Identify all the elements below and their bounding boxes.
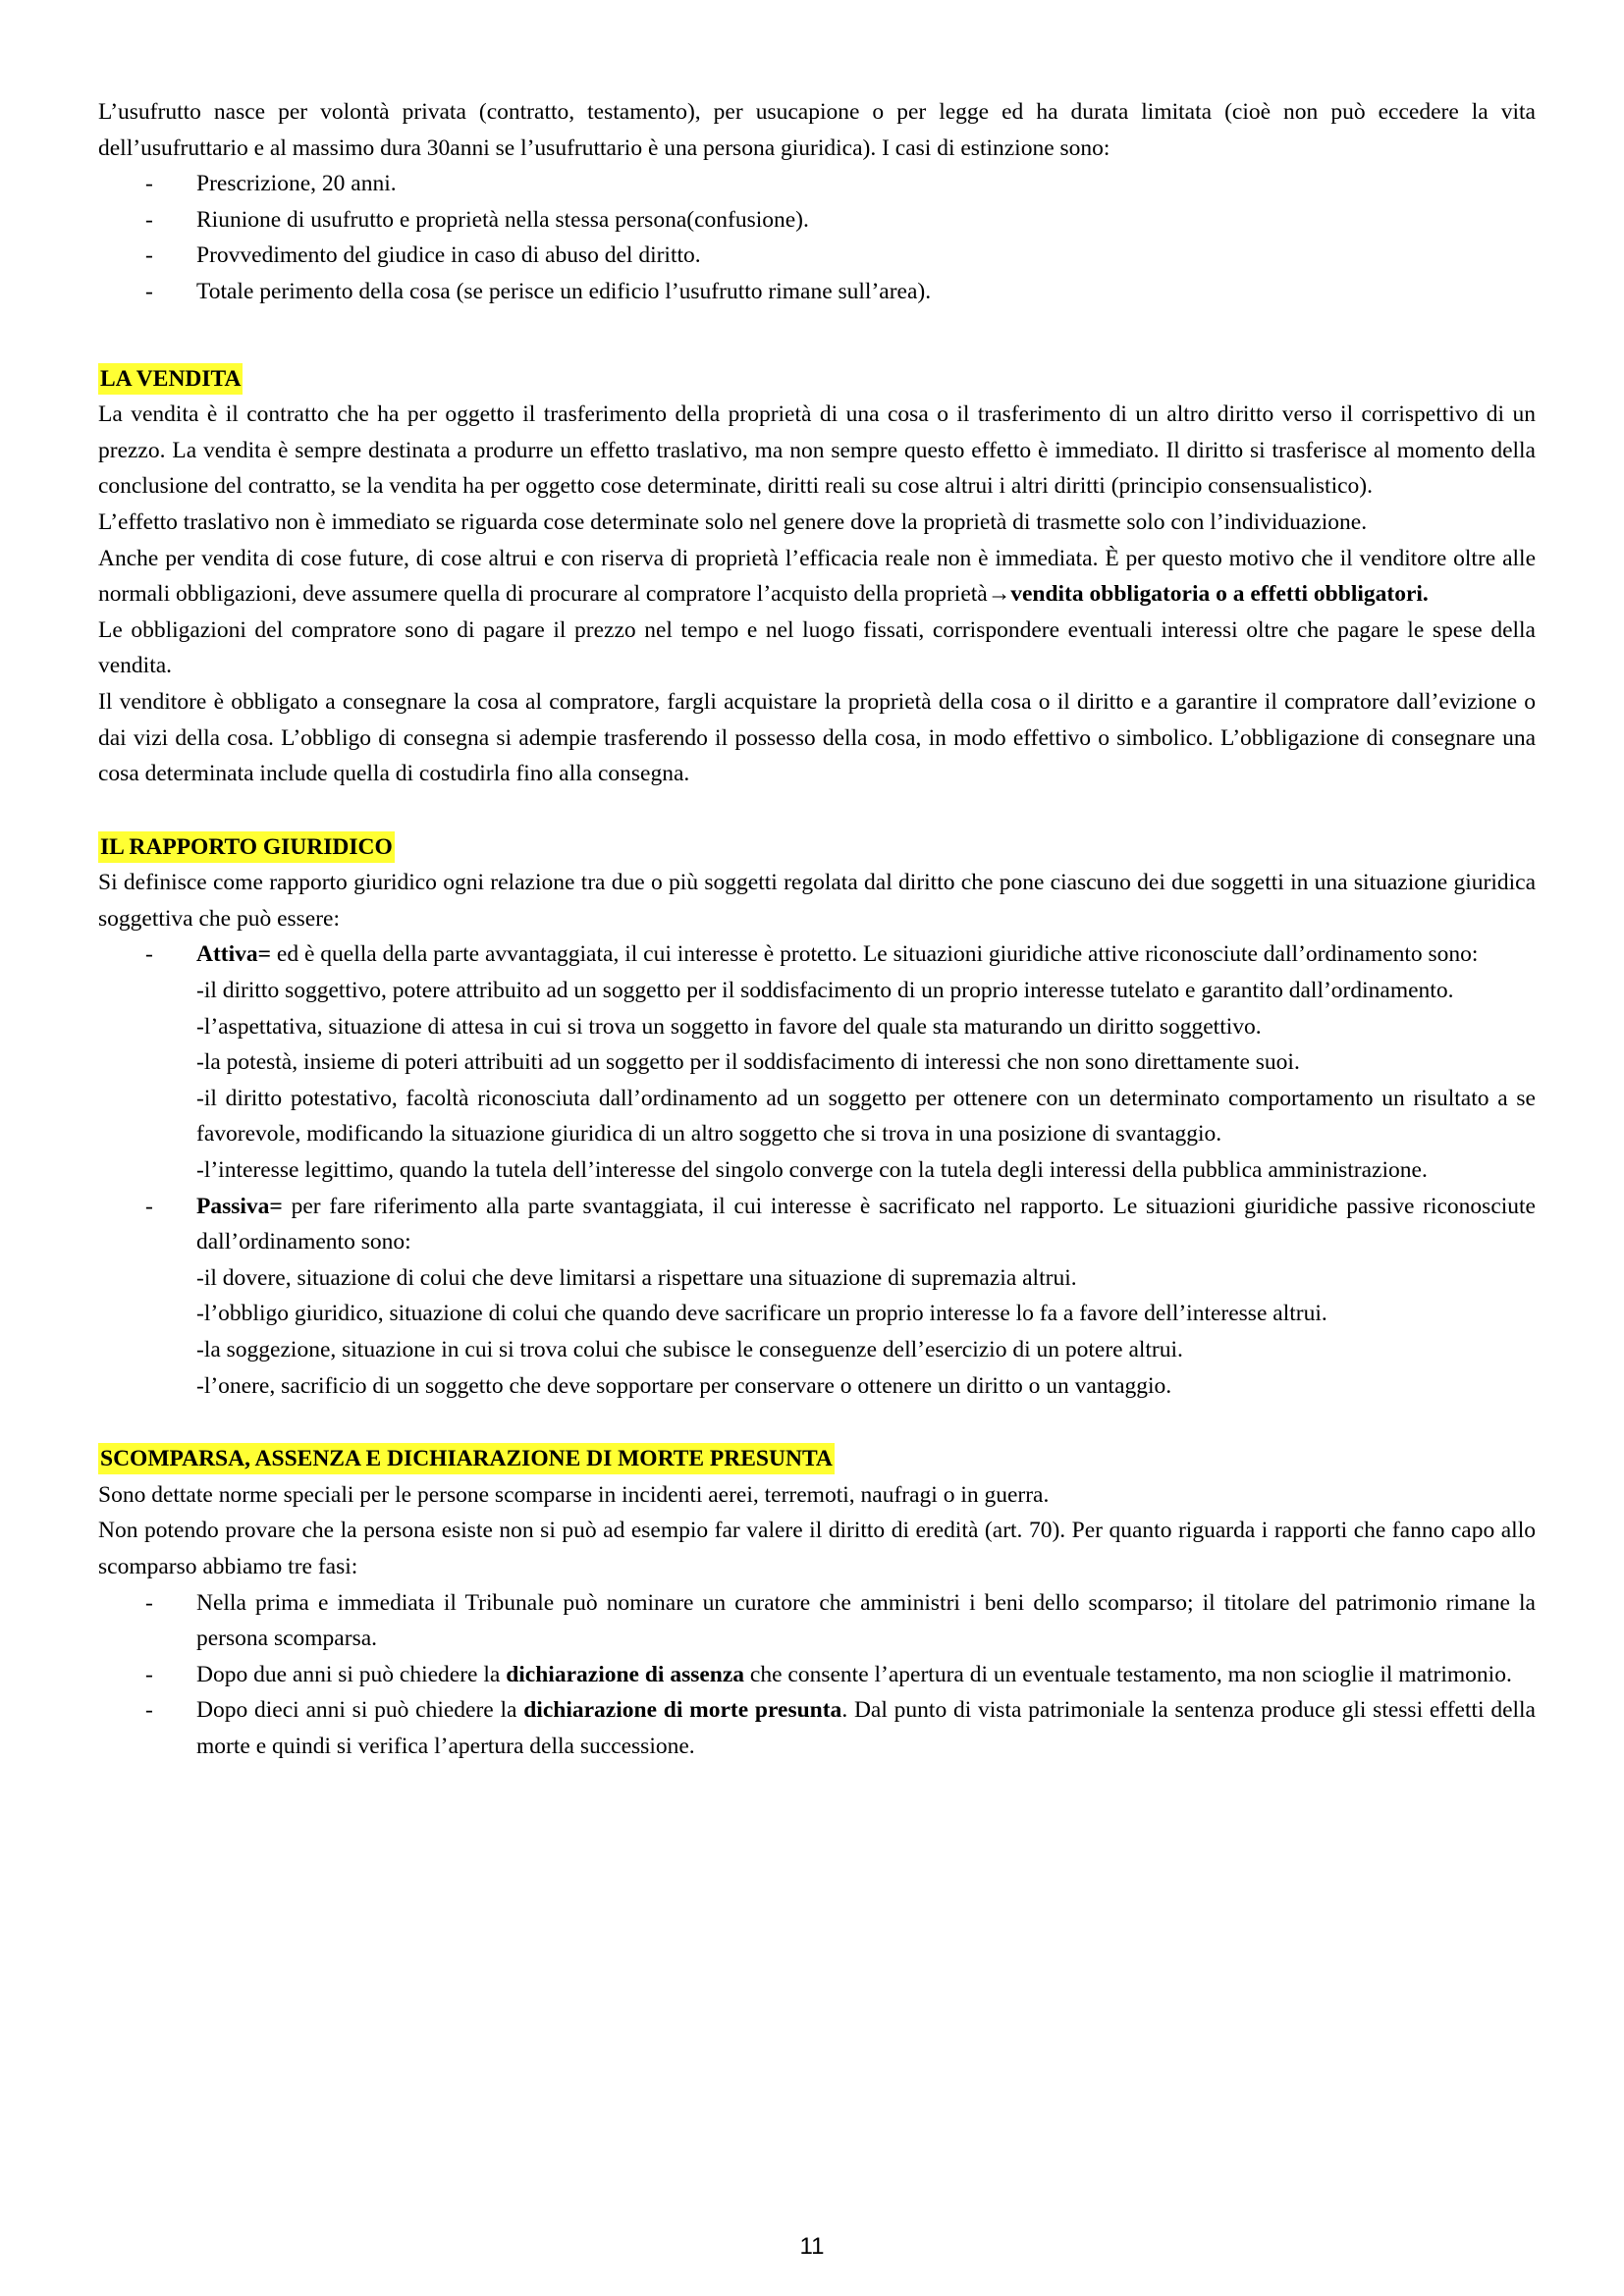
passiva-text: per fare riferimento alla parte svantaggiata, il cui interesse è sacrificato nel rapporto. Le situazioni giuridiche passive riconosciute dall’ordinamento sono: <box>196 1193 1536 1255</box>
list-item-passiva <box>98 1189 1536 1405</box>
item2-post: che consente l’apertura di un eventuale testamento, ma non scioglie il matrimonio. <box>744 1661 1512 1687</box>
attiva-sub: -il diritto soggettivo, potere attribuito ad un soggetto per il soddisfacimento di un proprio interesse tutelato e garantito dall’ordinamento. <box>196 978 1454 1004</box>
vendita-p3-end: . <box>1422 581 1429 608</box>
situazioni-list <box>98 936 1536 1404</box>
item2-pre: Dopo due anni si può chiedere la <box>196 1661 507 1687</box>
attiva-sub: -l’interesse legittimo, quando la tutela dell’interesse del singolo converge con la tutela degli interessi della pubblica amministrazione. <box>196 1157 1428 1184</box>
dichiarazione-assenza-bold: dichiarazione di assenza <box>506 1661 745 1687</box>
list-item: - Provvedimento del giudice in caso di abuso del diritto. <box>98 238 1536 274</box>
scomparsa-paragraph-1: Sono dettate norme speciali per le persone scomparse in incidenti aerei, terremoti, naufragi o in guerra. <box>98 1481 1050 1508</box>
estinzione-list <box>98 166 1536 309</box>
list-item: - Totale perimento della cosa (se perisce un edificio l’usufrutto rimane sull’area). <box>98 274 1536 310</box>
list-item: - Nella prima e immediata il Tribunale può nominare un curatore che amministri i beni dello scomparso; il titolare del patrimonio rimane la persona scomparsa. <box>98 1585 1536 1657</box>
vendita-paragraph-5: Il venditore è obbligato a consegnare la cosa al compratore, fargli acquistare la proprietà della cosa o il diritto e a garantire il compratore dall’evizione o dai vizi della cosa. L’obbligo di consegna si adempie trasferendo il possesso della cosa, in modo effettivo o simbolico. L’obbligazione di consegnare una cosa determinata include quella di costudirla fino alla consegna. <box>98 688 1536 787</box>
scomparsa-paragraph-2: Non potendo provare che la persona esiste non si può ad esempio far valere il diritto di eredità (art. 70). Per quanto riguarda i rapporti che fanno capo allo scomparso abbiamo tre fasi: <box>98 1518 1536 1579</box>
attiva-sub: -il diritto potestativo, facoltà riconosciuta dall’ordinamento ad un soggetto per ottenere con un determinato comportamento un risultato a se favorevole, modificando la situazione giuridica di un altro soggetto che si trova in una posizione di svantaggio. <box>196 1085 1536 1148</box>
list-item-attiva <box>98 936 1536 1188</box>
passiva-sub: -l’obbligo giuridico, situazione di colui che quando deve sacrificare un proprio interesse lo fa a favore dell’interesse altrui. <box>196 1301 1327 1327</box>
item3-pre: Dopo dieci anni si può chiedere la <box>196 1697 524 1724</box>
passiva-sub: -il dovere, situazione di colui che deve limitarsi a rispettare una situazione di supremazia altrui. <box>196 1264 1077 1291</box>
list-item <box>98 1692 1536 1764</box>
list-item: - Prescrizione, 20 anni. <box>98 166 1536 202</box>
section-heading-scomparsa: SCOMPARSA, ASSENZA E DICHIARAZIONE DI MORTE PRESUNTA <box>98 1443 835 1474</box>
arrow-icon: → <box>987 581 1011 608</box>
vendita-paragraph-3 <box>98 541 1536 613</box>
attiva-text: ed è quella della parte avvantaggiata, il cui interesse è protetto. Le situazioni giuridiche attive riconosciute dall’ordinamento sono: <box>271 941 1479 968</box>
rapporto-paragraph-1: Si definisce come rapporto giuridico ogni relazione tra due o più soggetti regolata dal diritto che pone ciascuno dei due soggetti in una situazione giuridica soggettiva che può essere: <box>98 870 1536 932</box>
list-item: - Riunione di usufrutto e proprietà nella stessa persona(confusione). <box>98 202 1536 239</box>
vendita-obbligatoria-bold: vendita obbligatoria o a effetti obbligatori <box>1010 581 1423 608</box>
section-rapporto <box>98 829 1536 866</box>
fasi-list <box>98 1585 1536 1765</box>
attiva-sub: -l’aspettativa, situazione di attesa in cui si trova un soggetto in favore del quale sta maturando un diritto soggettivo. <box>196 1013 1262 1040</box>
section-heading-rapporto: IL RAPPORTO GIURIDICO <box>98 831 395 863</box>
passiva-sub: -la soggezione, situazione in cui si trova colui che subisce le conseguenze dell’esercizio di un potere altrui. <box>196 1337 1183 1362</box>
section-heading-vendita: LA VENDITA <box>98 363 243 395</box>
vendita-paragraph-2: L’effetto traslativo non è immediato se riguarda cose determinate solo nel genere dove la proprietà di trasmette solo con l’individuazione. <box>98 508 1368 535</box>
usufrutto-paragraph: L’usufrutto nasce per volontà privata (contratto, testamento), per usucapione o per legge ed ha durata limitata (cioè non può eccedere la vita dell’usufruttario e al massimo dura 30anni se l’usufruttario è una persona giuridica). I casi di estinzione sono: <box>98 99 1536 161</box>
dichiarazione-morte-bold: dichiarazione di morte presunta <box>523 1697 842 1724</box>
attiva-label: Attiva= <box>196 941 272 968</box>
vendita-p3-text: Anche per vendita di cose future, di cose altrui e con riserva di proprietà l’efficacia reale non è immediata. È per questo motivo che il venditore oltre alle normali obbligazioni, deve assumere quella di procurare al compratore l’acquisto della proprietà <box>98 545 1536 608</box>
list-item <box>98 1657 1536 1693</box>
vendita-paragraph-4: Le obbligazioni del compratore sono di pagare il prezzo nel tempo e nel luogo fissati, corrispondere eventuali interessi oltre che pagare le spese della vendita. <box>98 616 1536 679</box>
attiva-sub: -la potestà, insieme di poteri attribuiti ad un soggetto per il soddisfacimento di interessi che non sono direttamente suoi. <box>196 1049 1300 1076</box>
vendita-paragraph-1: La vendita è il contratto che ha per oggetto il trasferimento della proprietà di una cosa o il trasferimento di un altro diritto verso il corrispettivo di un prezzo. La vendita è sempre destinata a produrre un effetto traslativo, ma non sempre questo effetto è immediato. Il diritto si trasferisce al momento della conclusione del contratto, se la vendita ha per oggetto cose determinate, diritti reali su cose altrui i altri diritti (principio consensualistico). <box>98 401 1536 500</box>
passiva-label: Passiva= <box>196 1193 283 1219</box>
section-vendita <box>98 361 1536 398</box>
page-number: 11 <box>799 2233 825 2260</box>
item3-post: . Dal punto di vista patrimoniale la sentenza produce gli stessi effetti della morte e quindi si verifica l’apertura della successione. <box>196 1697 1536 1759</box>
section-scomparsa <box>98 1441 1536 1477</box>
passiva-sub: -l’onere, sacrificio di un soggetto che deve sopportare per conservare o ottenere un diritto o un vantaggio. <box>196 1372 1172 1399</box>
